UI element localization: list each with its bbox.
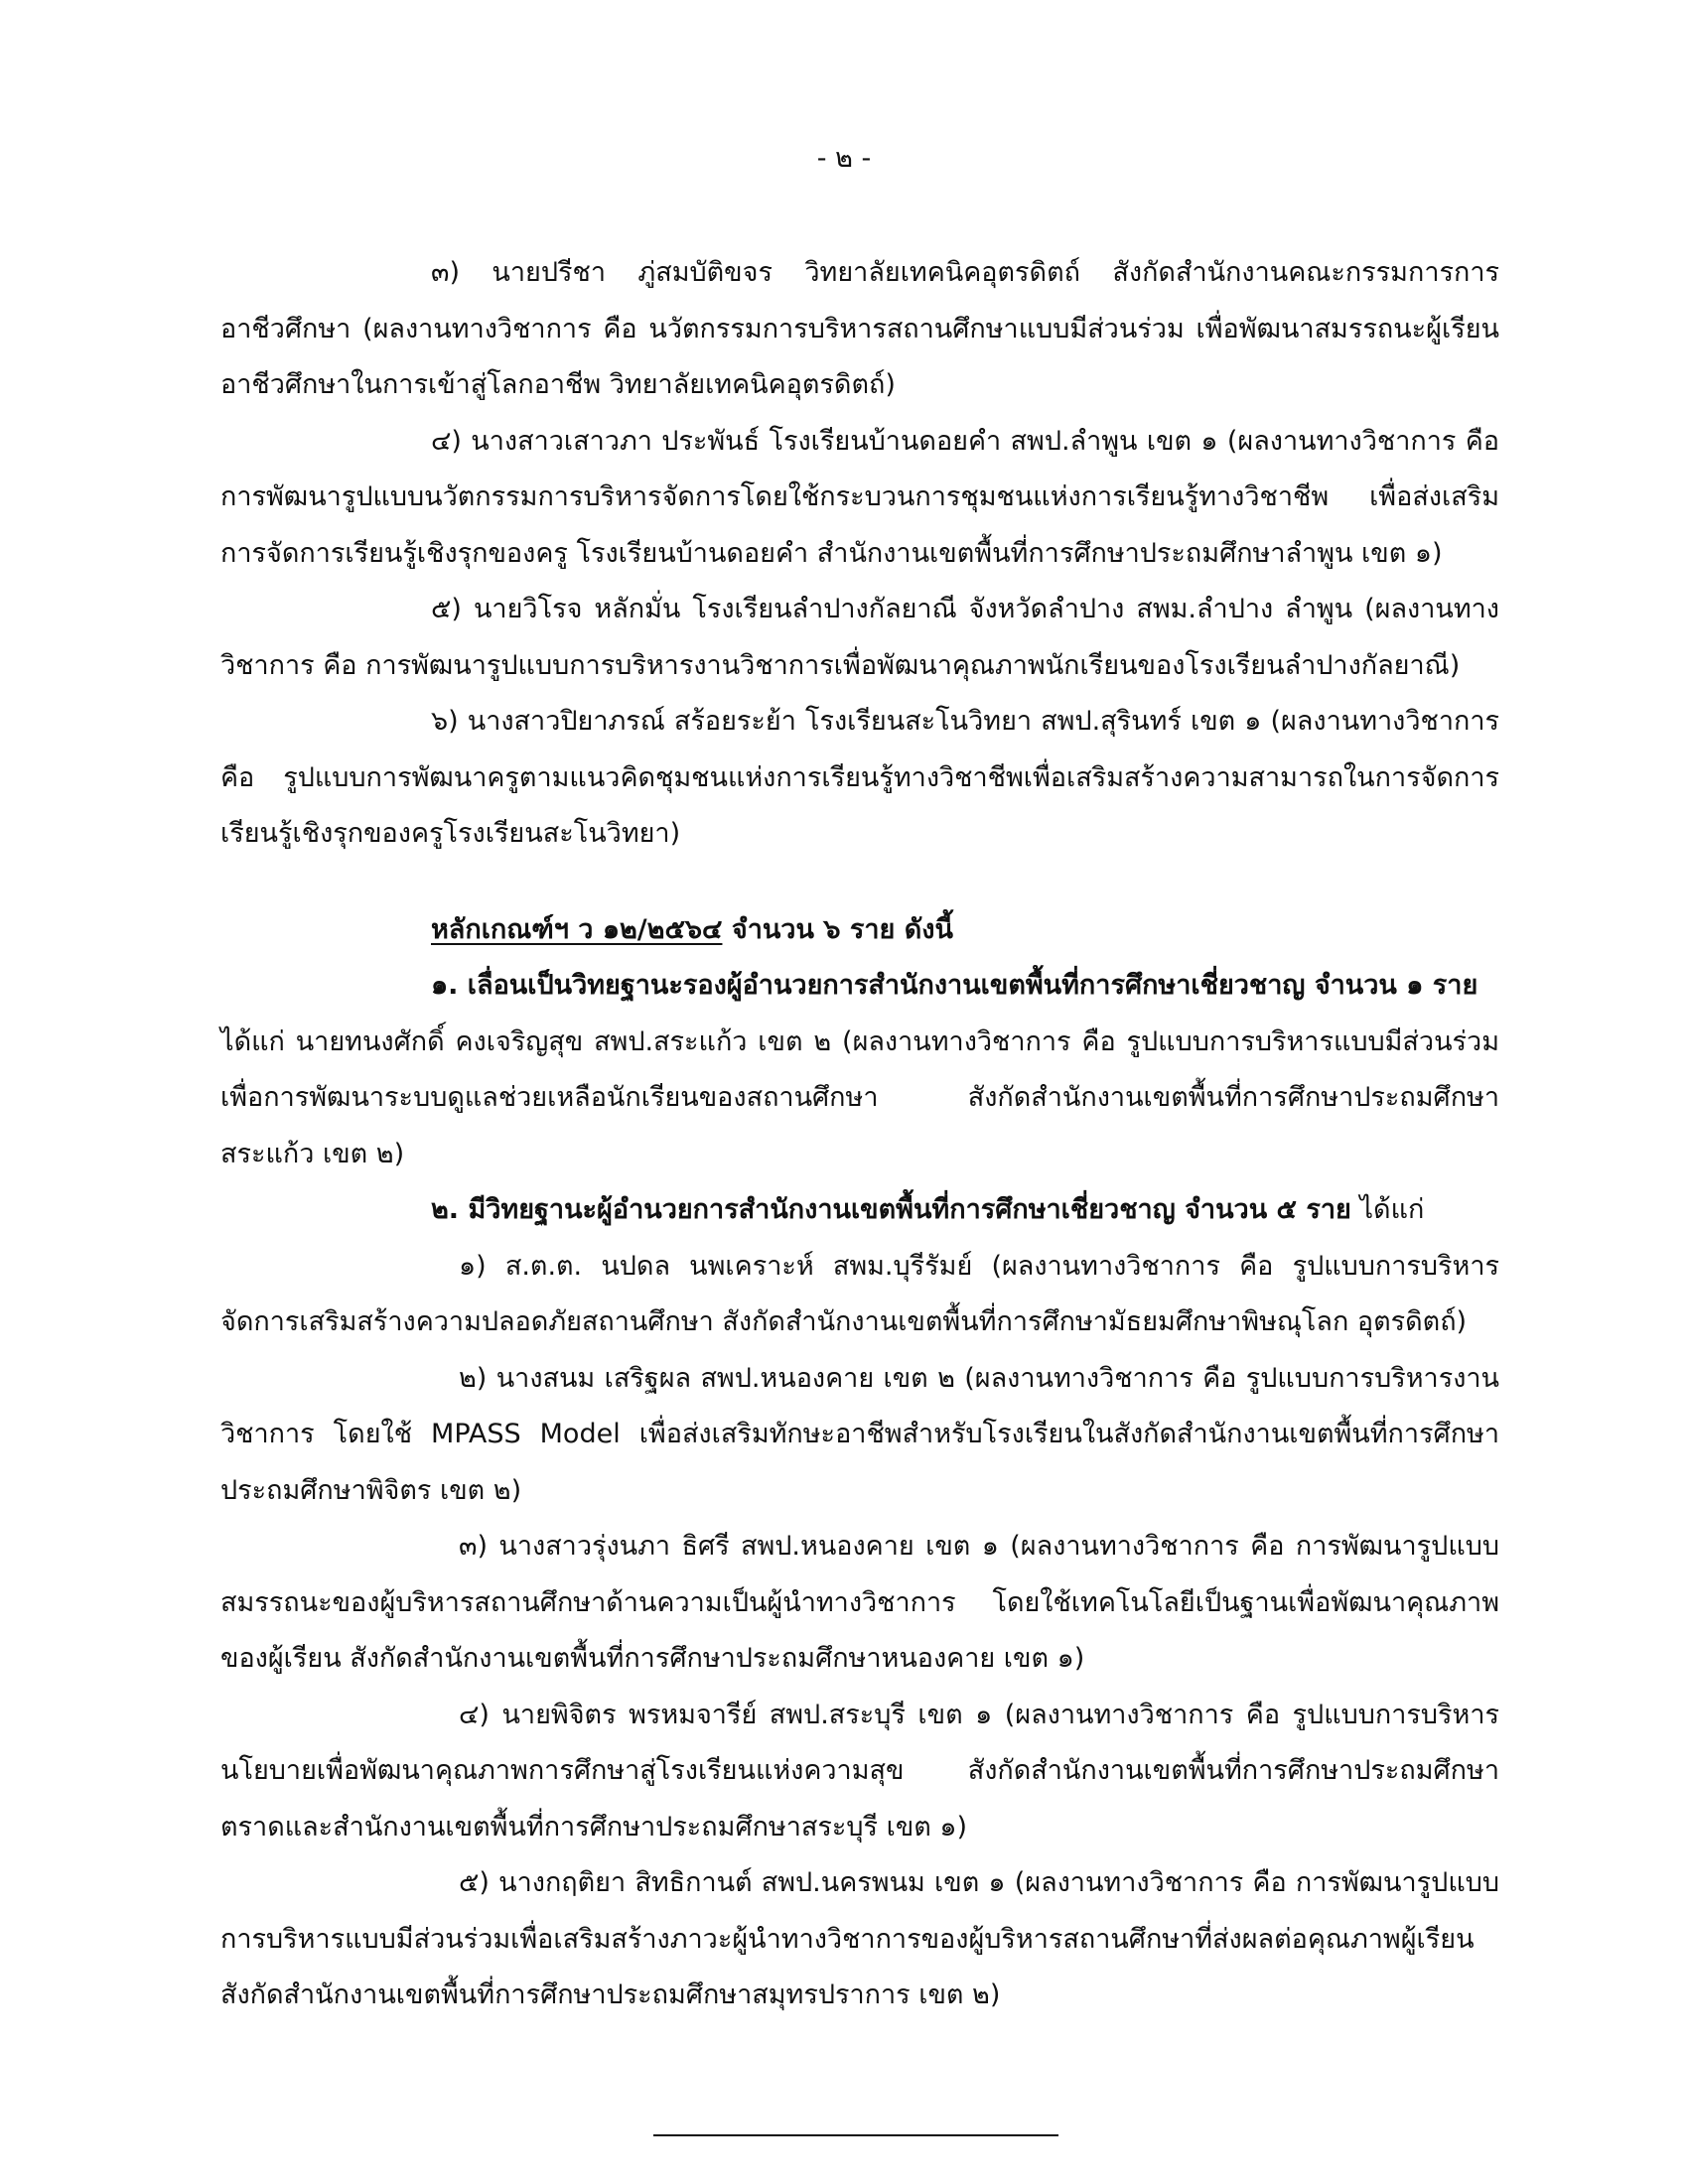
list-item: ๓) นายปรีชา ภู่สมบัติขจร วิทยาลัยเทคนิคอุตรดิตถ์ สังกัดสำนักงานคณะกรรมการการอาชีวศึกษา (ผลงานทางวิชาการ คือ นวัตกรรมการบริหารสถานศึกษาแบบมีส่วนร่วม เพื่อพัฒนาสมรรถนะผู้เรียนอาชีวศึกษาในการเข้าสู่โลกอาชีพ วิทยาลัยเทคนิคอุตรดิตถ์) (220, 257, 1499, 400)
section-heading-criteria: หลักเกณฑ์ฯ ว ๑๒/๒๕๖๔ (431, 913, 723, 945)
list-item: ๑) ส.ต.ต. นปดล นพเคราะห์ สพม.บุรีรัมย์ (ผลงานทางวิชาการ คือ รูปแบบการบริหารจัดการเสริมสร้างความปลอดภัยสถานศึกษา สังกัดสำนักงานเขตพื้นที่การศึกษามัธยมศึกษาพิษณุโลก อุตรดิตถ์) (220, 1250, 1499, 1337)
section-heading (220, 902, 1499, 959)
list-item: ๖) นางสาวปิยาภรณ์ สร้อยระย้า โรงเรียนสะโนวิทยา สพป.สุรินทร์ เขต ๑ (ผลงานทางวิชาการคือ รูปแบบการพัฒนาครูตามแนวคิดชุมชนแห่งการเรียนรู้ทางวิชาชีพเพื่อเสริมสร้างความสามารถในการจัดการเรียนรู้เชิงรุกของครูโรงเรียนสะโนวิทยา) (220, 706, 1499, 849)
list-item: ๔) นายพิจิตร พรหมจารีย์ สพป.สระบุรี เขต ๑ (ผลงานทางวิชาการ คือ รูปแบบการบริหารนโยบายเพื่อพัฒนาคุณภาพการศึกษาสู่โรงเรียนแห่งความสุข สังกัดสำนักงานเขตพื้นที่การศึกษาประถมศึกษาตราดและสำนักงานเขตพื้นที่การศึกษาประถมศึกษาสระบุรี เขต ๑) (220, 1699, 1499, 1843)
document-body (220, 245, 1499, 2024)
point-1-body: ได้แก่ นายทนงศักดิ์ คงเจริญสุข สพป.สระแก้ว เขต ๒ (ผลงานทางวิชาการ คือ รูปแบบการบริหารแบบมีส่วนร่วมเพื่อการพัฒนาระบบดูแลช่วยเหลือนักเรียนของสถานศึกษา สังกัดสำนักงานเขตพื้นที่การศึกษาประถมศึกษาสระแก้ว เขต ๒) (220, 1025, 1499, 1169)
section-heading-count: จำนวน ๖ ราย ดังนี้ (722, 913, 953, 945)
point-2-heading-rest: ได้แก่ (1350, 1194, 1425, 1225)
point-2-heading-bold: ๒. มีวิทยฐานะผู้อำนวยการสำนักงานเขตพื้นที่การศึกษาเชี่ยวชาญ จำนวน ๕ ราย (431, 1194, 1351, 1225)
list-item: ๔) นางสาวเสาวภา ประพันธ์ โรงเรียนบ้านดอยคำ สพป.ลำพูน เขต ๑ (ผลงานทางวิชาการ คือการพัฒนารูปแบบนวัตกรรมการบริหารจัดการโดยใช้กระบวนการชุมชนแห่งการเรียนรู้ทางวิชาชีพ เพื่อส่งเสริมการจัดการเรียนรู้เชิงรุกของครู โรงเรียนบ้านดอยคำ สำนักงานเขตพื้นที่การศึกษาประถมศึกษาลำพูน เขต ๑) (220, 425, 1499, 569)
page-number: - ๒ - (816, 143, 872, 174)
point-1-heading: ๑. เลื่อนเป็นวิทยฐานะรองผู้อำนวยการสำนักงานเขตพื้นที่การศึกษาเชี่ยวชาญ จำนวน ๑ ราย (431, 970, 1478, 1001)
end-divider (653, 2134, 1058, 2136)
list-item: ๕) นายวิโรจ หลักมั่น โรงเรียนลำปางกัลยาณี จังหวัดลำปาง สพม.ลำปาง ลำพูน (ผลงานทางวิชาการ คือ การพัฒนารูปแบบการบริหารงานวิชาการเพื่อพัฒนาคุณภาพนักเรียนของโรงเรียนลำปางกัลยาณี) (220, 594, 1499, 681)
point-2-heading (220, 1182, 1499, 1239)
section-spacer (220, 863, 1499, 902)
list-item: ๕) นางกฤติยา สิทธิกานต์ สพป.นครพนม เขต ๑ (ผลงานทางวิชาการ คือ การพัฒนารูปแบบการบริหารแบบมีส่วนร่วมเพื่อเสริมสร้างภาวะผู้นำทางวิชาการของผู้บริหารสถานศึกษาที่ส่งผลต่อคุณภาพผู้เรียนสังกัดสำนักงานเขตพื้นที่การศึกษาประถมศึกษาสมุทรปราการ เขต ๒) (220, 1867, 1499, 2010)
list-item: ๒) นางสนม เสริฐผล สพป.หนองคาย เขต ๒ (ผลงานทางวิชาการ คือ รูปแบบการบริหารงานวิชาการ โดยใช้ MPASS Model เพื่อส่งเสริมทักษะอาชีพสำหรับโรงเรียนในสังกัดสำนักงานเขตพื้นที่การศึกษาประถมศึกษาพิจิตร เขต ๒) (220, 1362, 1499, 1506)
list-item: ๓) นางสาวรุ่งนภา ธิศรี สพป.หนองคาย เขต ๑ (ผลงานทางวิชาการ คือ การพัฒนารูปแบบสมรรถนะของผู้บริหารสถานศึกษาด้านความเป็นผู้นำทางวิชาการ โดยใช้เทคโนโลยีเป็นฐานเพื่อพัฒนาคุณภาพของผู้เรียน สังกัดสำนักงานเขตพื้นที่การศึกษาประถมศึกษาหนองคาย เขต ๑) (220, 1531, 1499, 1674)
